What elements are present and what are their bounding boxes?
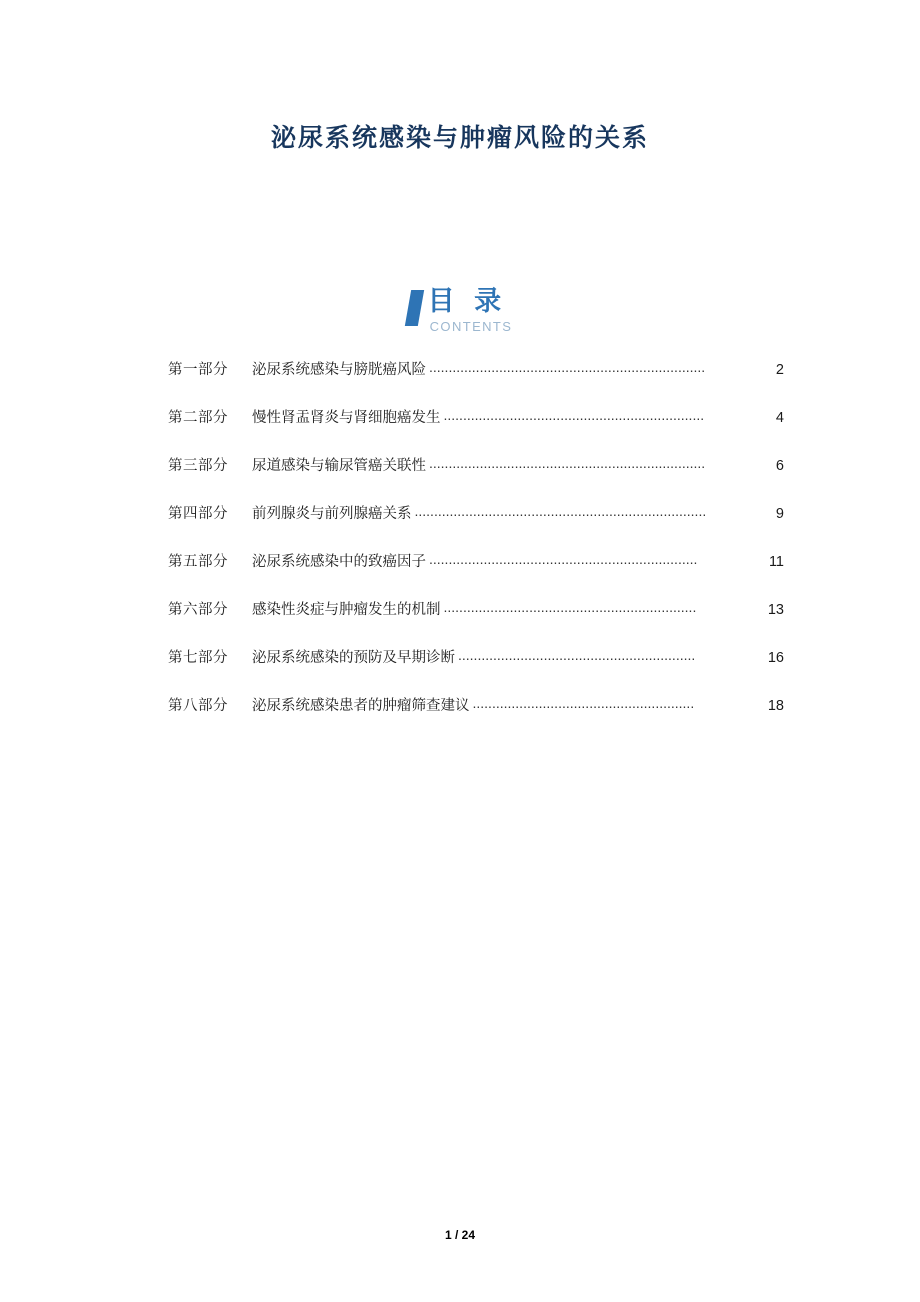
toc-list bbox=[168, 358, 784, 742]
toc-entry[interactable] bbox=[168, 502, 784, 550]
toc-entry-label: 尿道感染与输尿管癌关联性 bbox=[252, 458, 426, 474]
toc-entry-part: 第四部分 bbox=[168, 506, 228, 522]
toc-entry-leader: ....................................................................... bbox=[429, 455, 706, 471]
toc-heading-en: CONTENTS bbox=[429, 319, 513, 334]
toc-heading-cn: 目 录 bbox=[427, 286, 508, 316]
page-title: 泌尿系统感染与肿瘤风险的关系 bbox=[270, 124, 649, 152]
toc-entry-page: 11 bbox=[768, 554, 784, 570]
toc-entry[interactable] bbox=[168, 550, 784, 598]
toc-entry-part: 第七部分 bbox=[168, 650, 228, 666]
toc-entry-part: 第八部分 bbox=[168, 698, 228, 714]
toc-entry-leader: ................................................................. bbox=[443, 599, 697, 615]
toc-entry-page: 2 bbox=[775, 362, 784, 378]
toc-entry-label: 感染性炎症与肿瘤发生的机制 bbox=[252, 602, 441, 618]
toc-entry-label: 泌尿系统感染患者的肿瘤筛查建议 bbox=[252, 698, 470, 714]
toc-entry-leader: ................................................................... bbox=[443, 407, 705, 423]
toc-entry-leader: ....................................................................... bbox=[429, 359, 706, 375]
toc-entry-leader: ........................................................................... bbox=[414, 503, 707, 519]
toc-entry-leader: ......................................................... bbox=[472, 695, 695, 711]
toc-entry-page: 9 bbox=[775, 506, 784, 522]
toc-entry-leader: ............................................................. bbox=[458, 647, 696, 663]
toc-entry[interactable] bbox=[168, 406, 784, 454]
toc-entry[interactable] bbox=[168, 646, 784, 694]
toc-entry-part: 第六部分 bbox=[168, 602, 228, 618]
toc-entry-page: 4 bbox=[775, 410, 784, 426]
toc-heading bbox=[0, 288, 920, 333]
toc-entry-part: 第一部分 bbox=[168, 362, 228, 378]
toc-entry-part: 第二部分 bbox=[168, 410, 228, 426]
toc-entry-page: 13 bbox=[767, 602, 784, 618]
toc-entry[interactable] bbox=[168, 694, 784, 742]
toc-entry[interactable] bbox=[168, 358, 784, 406]
toc-entry-page: 16 bbox=[767, 650, 784, 666]
toc-entry-label: 泌尿系统感染的预防及早期诊断 bbox=[252, 650, 455, 666]
toc-entry[interactable] bbox=[168, 454, 784, 502]
toc-entry-part: 第五部分 bbox=[168, 554, 228, 570]
toc-entry[interactable] bbox=[168, 598, 784, 646]
toc-entry-leader: ..................................................................... bbox=[429, 551, 698, 567]
toc-entry-label: 泌尿系统感染中的致癌因子 bbox=[252, 554, 426, 570]
toc-entry-label: 泌尿系统感染与膀胱癌风险 bbox=[252, 362, 426, 378]
toc-entry-page: 6 bbox=[775, 458, 784, 474]
toc-entry-label: 慢性肾盂肾炎与肾细胞癌发生 bbox=[252, 410, 441, 426]
toc-accent-bar-icon bbox=[404, 290, 423, 326]
toc-entry-part: 第三部分 bbox=[168, 458, 228, 474]
page-number-footer: 1 / 24 bbox=[444, 1228, 476, 1242]
toc-entry-label: 前列腺炎与前列腺癌关系 bbox=[252, 506, 412, 522]
toc-entry-page: 18 bbox=[767, 698, 784, 714]
